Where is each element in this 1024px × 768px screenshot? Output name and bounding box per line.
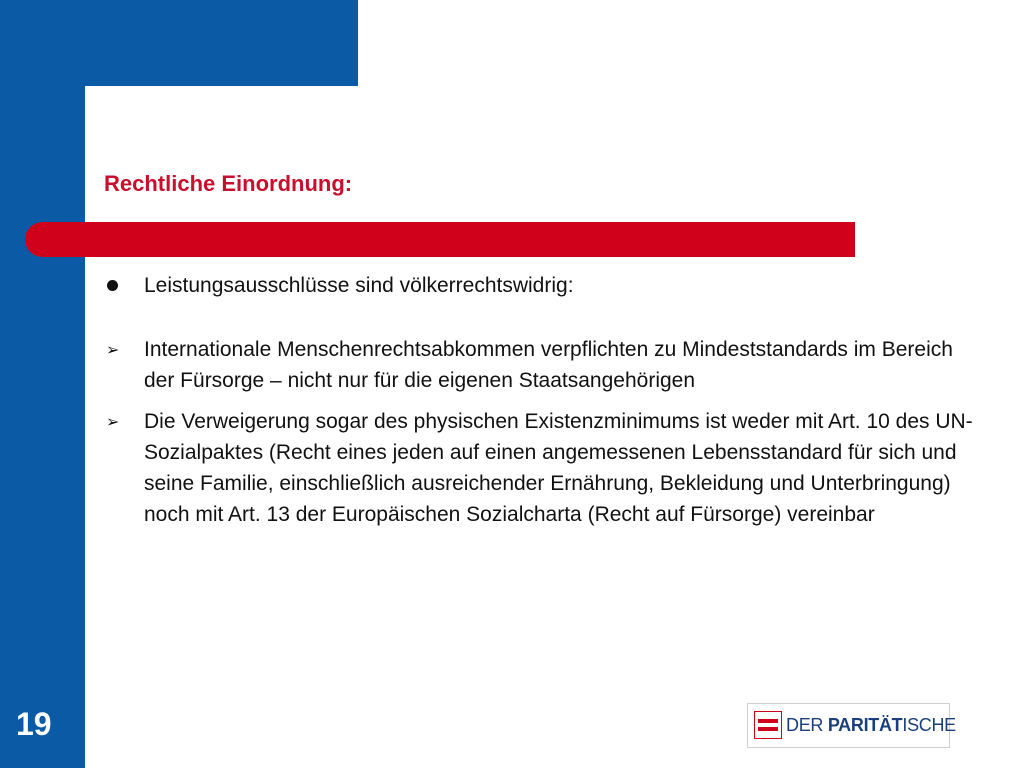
- sub-item: [100, 334, 980, 396]
- logo-text: [786, 715, 956, 736]
- corner-curve: [85, 86, 135, 136]
- slide-title: Rechtliche Einordnung:: [104, 171, 353, 196]
- red-divider-bar: [25, 222, 855, 257]
- paritaetische-logo-icon: [754, 711, 782, 739]
- bullet-item-main: [100, 270, 980, 301]
- paritaetische-logo: [747, 703, 956, 748]
- arrow-right-icon: ➢: [106, 414, 120, 431]
- arrow-right-icon: ➢: [106, 342, 120, 359]
- sub-item-text: Die Verweigerung sogar des physischen Existenzminimums ist weder mit Art. 10 des UN-Sozialpaktes (Recht eines jeden auf einen angemessenen Lebensstandard für sich und seine Familie, einschließlich ausreichender Ernährung, Bekleidung und Unterbringung) noch mit Art. 13 der Europäischen Sozialcharta (Recht auf Fürsorge) vereinbar: [144, 410, 973, 526]
- sub-item: [100, 406, 980, 530]
- sub-item-text: Internationale Menschenrechtsabkommen verpflichten zu Mindeststandards im Bereich der Fürsorge – nicht nur für die eigenen Staatsangehörigen: [144, 338, 953, 392]
- blue-side-bar: [0, 0, 85, 768]
- bullet-dot-icon: [107, 280, 118, 291]
- blue-top-block: [0, 0, 358, 86]
- logo-text-suffix: ISCHE: [902, 715, 956, 735]
- bullet-text: Leistungsausschlüsse sind völkerrechtswidrig:: [144, 274, 574, 297]
- page-number: 19: [16, 706, 52, 742]
- logo-text-bold: PARITÄT: [827, 715, 903, 735]
- logo-text-prefix: DER: [786, 715, 828, 735]
- slide-content: [100, 270, 980, 530]
